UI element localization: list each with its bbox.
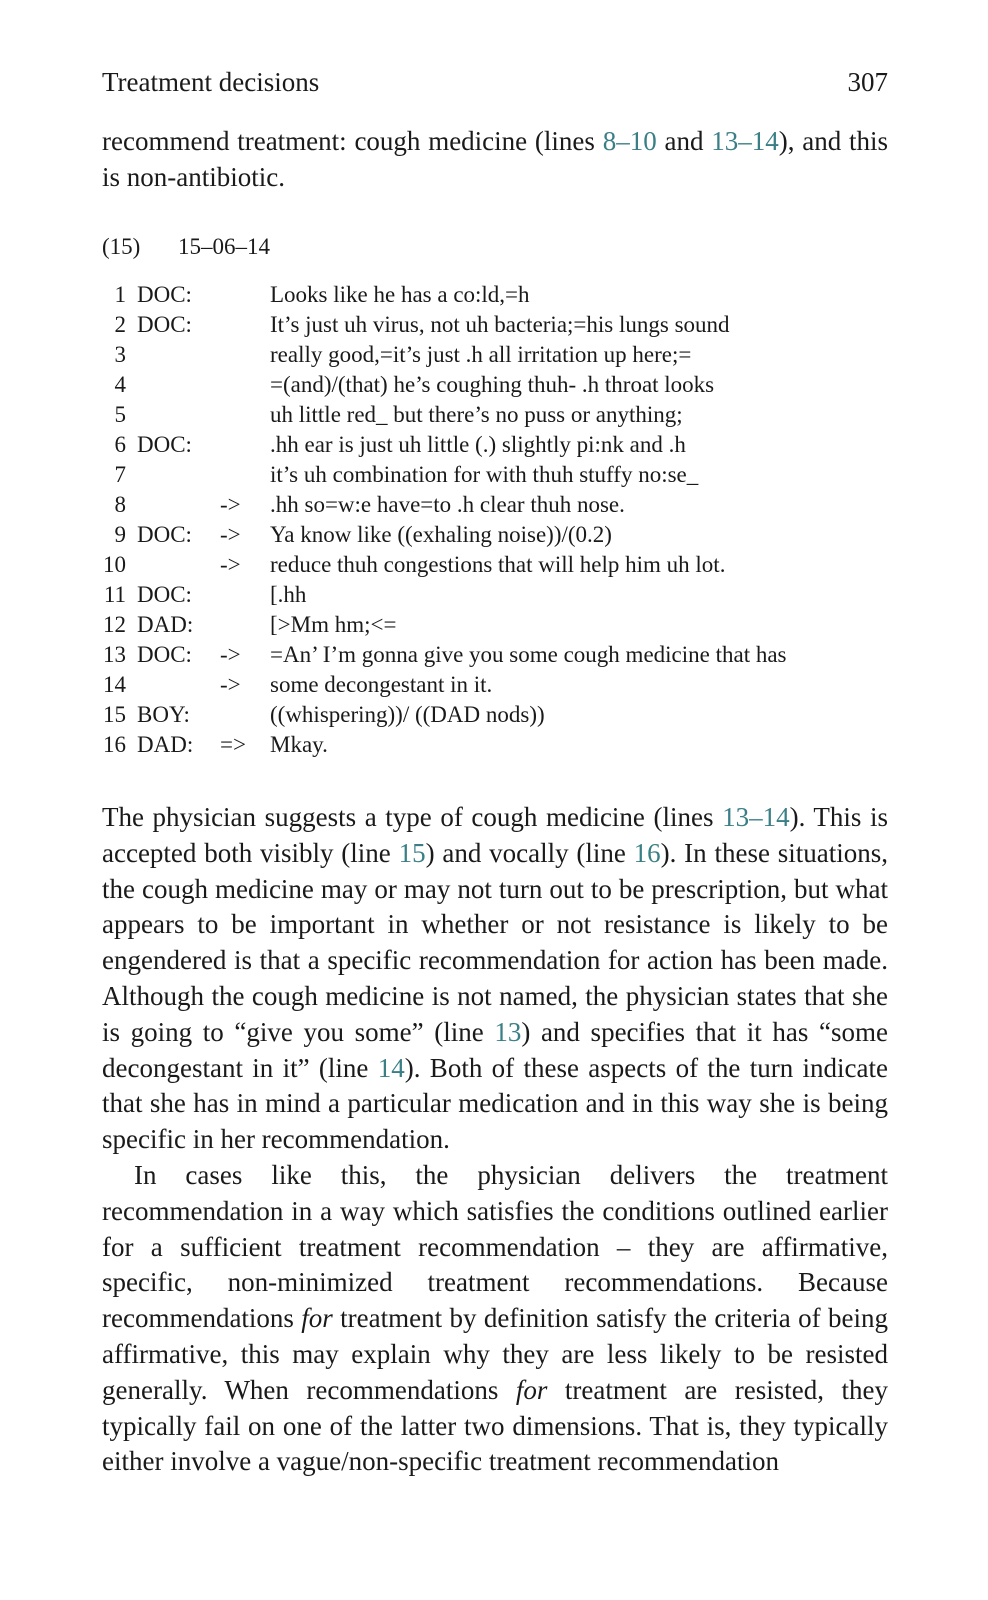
running-head-title: Treatment decisions <box>102 67 320 97</box>
intro-paragraph <box>102 124 888 196</box>
intro-text: ), and this is non-antibiotic. <box>102 126 888 192</box>
page-number: 307 <box>847 67 888 97</box>
target-arrow: -> <box>220 522 241 547</box>
line-number: 8 <box>114 492 126 517</box>
transcript-line <box>102 430 902 460</box>
body-text-run: The physician suggests a type of cough medicine (lines <box>102 802 723 832</box>
extract-heading <box>102 232 270 262</box>
extract-number: (15) <box>102 234 141 259</box>
transcript-line <box>102 370 902 400</box>
body-text <box>102 800 888 1480</box>
intro-text: recommend treatment: cough medicine (lines <box>102 126 603 156</box>
transcript-line <box>102 640 902 670</box>
utterance-text: [.hh <box>270 582 307 607</box>
transcript-line <box>102 580 902 610</box>
utterance-text: really good,=it’s just .h all irritation up here;= <box>270 342 692 367</box>
target-arrow: -> <box>220 492 241 517</box>
body-paragraph <box>102 800 888 1158</box>
utterance-text: it’s uh combination for with thuh stuffy no:se_ <box>270 462 699 487</box>
line-reference-link[interactable]: 8–10 <box>602 126 657 156</box>
utterance-text: =An’ I’m gonna give you some cough medicine that has <box>270 642 787 667</box>
speaker-label: DAD: <box>137 612 194 637</box>
transcript-line <box>102 550 902 580</box>
transcript-line <box>102 670 902 700</box>
transcript-line <box>102 340 902 370</box>
line-reference-link[interactable]: 13–14 <box>711 126 779 156</box>
transcript-line <box>102 280 902 310</box>
line-number: 15 <box>103 702 126 727</box>
target-arrow: -> <box>220 642 241 667</box>
transcript <box>102 280 902 760</box>
speaker-label: DOC: <box>137 582 192 607</box>
utterance-text: Looks like he has a co:ld,=h <box>270 282 530 307</box>
utterance-text: Mkay. <box>270 732 328 757</box>
line-number: 9 <box>114 522 126 547</box>
speaker-label: DAD: <box>137 732 194 757</box>
utterance-text: [>Mm hm;<= <box>270 612 397 637</box>
target-arrow: -> <box>220 552 241 577</box>
target-arrow: => <box>220 732 246 757</box>
running-head <box>102 64 888 100</box>
transcript-line <box>102 460 902 490</box>
intro-text: and <box>656 126 712 156</box>
line-number: 4 <box>114 372 126 397</box>
line-reference-link[interactable]: 13 <box>494 1016 522 1047</box>
utterance-text: =(and)/(that) he’s coughing thuh- .h throat looks <box>270 372 715 397</box>
speaker-label: DOC: <box>137 282 192 307</box>
utterance-text: It’s just uh virus, not uh bacteria;=his lungs sound <box>270 312 730 337</box>
speaker-label: DOC: <box>137 312 192 337</box>
transcript-line <box>102 490 902 520</box>
emphasis: for <box>515 1374 548 1405</box>
utterance-text: ((whispering))/ ((DAD nods)) <box>270 702 545 727</box>
transcript-line <box>102 400 902 430</box>
transcript-line <box>102 700 902 730</box>
utterance-text: Ya know like ((exhaling noise))/(0.2) <box>270 522 612 547</box>
speaker-label: DOC: <box>137 432 192 457</box>
body-text-run: ). In these situations, the cough medicine may or may not turn out to be prescription, but what appears to be important in whether or not resistance is likely to be engendered is that a specific recommendation for action has been made. Although the cough medicine is not named, the physician states that she is going to “give you some” (line <box>102 837 888 1047</box>
line-reference-link[interactable]: 16 <box>633 837 661 868</box>
body-text-run: ). This is accepted both visibly (line <box>102 802 889 868</box>
utterance-text: .hh ear is just uh little (.) slightly pi:nk and .h <box>270 432 686 457</box>
emphasis: for <box>301 1303 333 1334</box>
body-text-run: ) and specifies that it has “some decongestant in it” (line <box>102 1016 888 1083</box>
line-reference-link[interactable]: 14 <box>377 1052 405 1083</box>
line-number: 5 <box>114 402 126 427</box>
line-number: 1 <box>114 282 126 307</box>
line-number: 13 <box>103 642 126 667</box>
speaker-label: DOC: <box>137 642 192 667</box>
transcript-line <box>102 610 902 640</box>
transcript-line <box>102 520 902 550</box>
speaker-label: DOC: <box>137 522 192 547</box>
utterance-text: some decongestant in it. <box>270 672 493 697</box>
line-number: 16 <box>103 732 126 757</box>
utterance-text: .hh so=w:e have=to .h clear thuh nose. <box>270 492 625 517</box>
body-text-run: ). Both of these aspects of the turn indicate that she has in mind a particular medication and in this way she is being specific in her recommendation. <box>102 1052 888 1155</box>
target-arrow: -> <box>220 672 241 697</box>
transcript-line <box>102 310 902 340</box>
body-text-run: In cases like this, the physician delivers the treatment recommendation in a way which satisfies the conditions outlined earlier for a sufficient treatment recommendation – they are affirmative, specific, non-minimized treatment recommendations. Because recommendations <box>102 1159 888 1334</box>
extract-id: 15–06–14 <box>178 234 270 259</box>
body-text-run: treatment are resisted, they typically fail on one of the latter two dimensions. That is, they typically either involve a vague/non-specific treatment recommendation <box>102 1374 888 1477</box>
speaker-label: BOY: <box>137 702 190 727</box>
line-number: 7 <box>114 462 126 487</box>
line-number: 6 <box>114 432 126 457</box>
body-text-run: treatment by definition satisfy the criteria of being affirmative, this may explain why they are less likely to be resisted generally. When recommendations <box>102 1303 888 1405</box>
line-number: 3 <box>114 342 126 367</box>
line-number: 14 <box>103 672 126 697</box>
line-number: 11 <box>103 582 126 607</box>
line-number: 12 <box>103 612 126 637</box>
line-reference-link[interactable]: 15 <box>398 837 426 868</box>
utterance-text: uh little red_ but there’s no puss or anything; <box>270 402 683 427</box>
body-text-run: ) and vocally (line <box>425 837 634 868</box>
line-number: 2 <box>114 312 126 337</box>
line-reference-link[interactable]: 13–14 <box>722 802 790 832</box>
utterance-text: reduce thuh congestions that will help him uh lot. <box>270 552 726 577</box>
line-number: 10 <box>103 552 126 577</box>
body-paragraph <box>102 1158 888 1480</box>
transcript-line <box>102 730 902 760</box>
